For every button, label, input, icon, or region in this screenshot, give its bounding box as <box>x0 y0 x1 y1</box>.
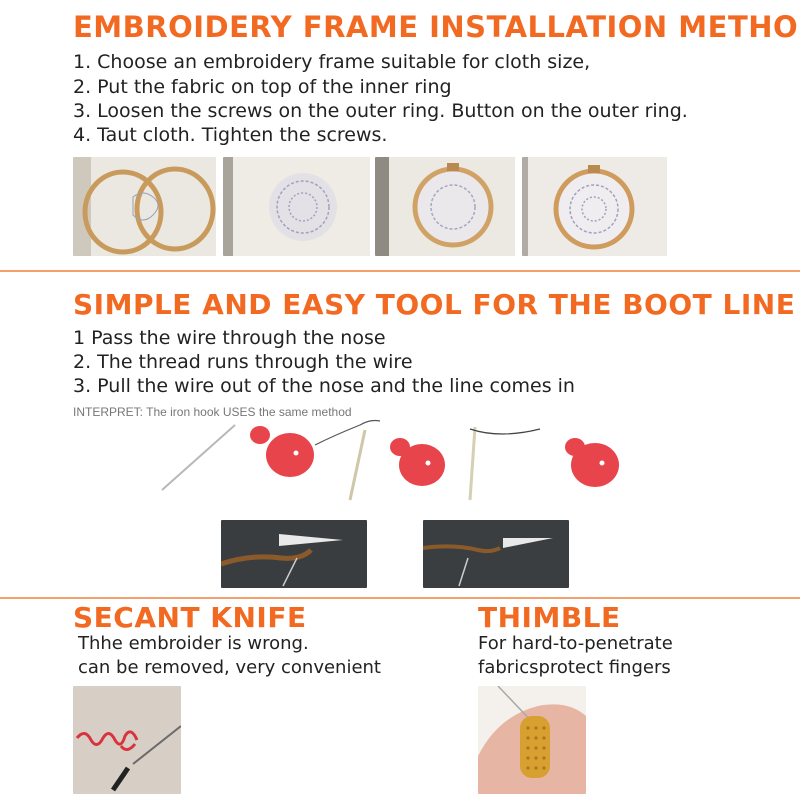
hoop-photo-4 <box>522 157 667 256</box>
section-title-boot-line-tool: SIMPLE AND EASY TOOL FOR THE BOOT LINE <box>73 288 796 321</box>
thimble-title: THIMBLE <box>478 601 621 634</box>
step-line: 1. Choose an embroidery frame suitable for cloth size, <box>73 51 591 73</box>
thimble-line: fabricsprotect fingers <box>478 657 671 678</box>
needle-threaders-image <box>150 415 650 505</box>
step-line: 2. The thread runs through the wire <box>73 351 413 373</box>
secant-knife-line: Thhe embroider is wrong. <box>78 633 309 654</box>
hoop-photo-2 <box>223 157 370 256</box>
secant-knife-line: can be removed, very convenient <box>78 657 381 678</box>
step-line: 3. Pull the wire out of the nose and the line comes in <box>73 375 575 397</box>
threader-hook-photo-1 <box>221 520 367 588</box>
hoop-photo-1 <box>73 157 216 256</box>
seam-ripper-photo <box>73 686 181 794</box>
method-note: INTERPRET: The iron hook USES the same method <box>73 405 352 419</box>
thimble-line: For hard-to-penetrate <box>478 633 673 654</box>
step-line: 2. Put the fabric on top of the inner ring <box>73 76 452 98</box>
thimble-photo <box>478 686 586 794</box>
hoop-photo-3 <box>375 157 515 256</box>
section-divider <box>0 597 800 599</box>
section-divider <box>0 270 800 272</box>
threader-hook-photo-2 <box>423 520 569 588</box>
step-line: 4. Taut cloth. Tighten the screws. <box>73 124 388 146</box>
secant-knife-title: SECANT KNIFE <box>73 601 307 634</box>
step-line: 1 Pass the wire through the nose <box>73 327 386 349</box>
section-title-embroidery-frame: EMBROIDERY FRAME INSTALLATION METHO <box>73 10 799 44</box>
step-line: 3. Loosen the screws on the outer ring. Button on the outer ring. <box>73 100 688 122</box>
